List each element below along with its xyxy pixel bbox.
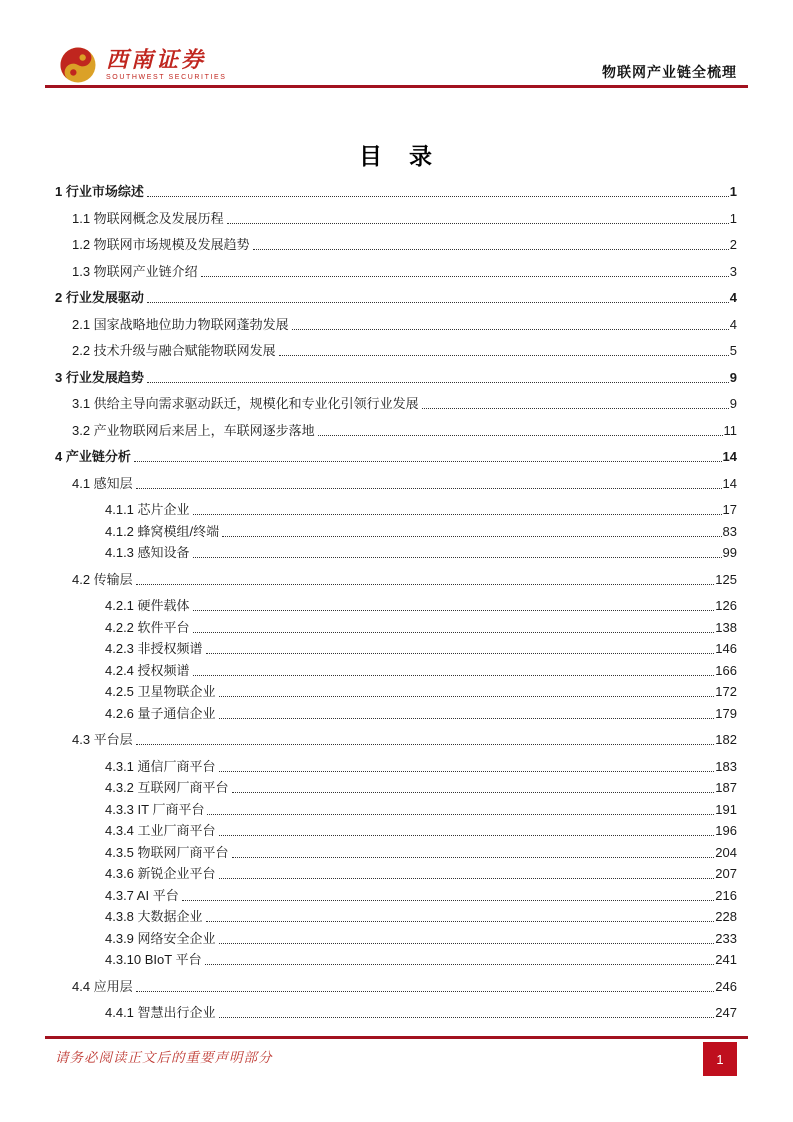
dotted-leader (222, 536, 721, 537)
brand-logo-icon (58, 45, 98, 85)
toc-entry[interactable] (55, 779, 737, 796)
toc-entry-page: 2 (729, 237, 737, 252)
dotted-leader (147, 196, 729, 197)
toc-entry-label: 3.2 产业物联网后来居上，车联网逐步落地 (72, 422, 315, 438)
toc-entry-page: 1 (729, 184, 737, 199)
toc-entry-page: 9 (729, 396, 737, 411)
toc-entry-page: 179 (715, 705, 737, 721)
toc-entry-label: 3 行业发展趋势 (55, 369, 144, 385)
toc-entry[interactable] (55, 289, 737, 306)
toc-entry[interactable] (55, 978, 737, 995)
toc-entry-label: 4.3.8 大数据企业 (105, 909, 203, 924)
toc-entry[interactable] (55, 263, 737, 280)
toc-entry[interactable] (55, 619, 737, 636)
dotted-leader (147, 302, 729, 303)
dotted-leader (219, 878, 715, 879)
toc-entry-label: 4.1 感知层 (72, 475, 133, 491)
dotted-leader (219, 718, 715, 719)
toc-entry[interactable] (55, 683, 737, 700)
toc-entry-page: 5 (729, 343, 737, 358)
toc-entry-label: 1.3 物联网产业链介绍 (72, 263, 198, 279)
toc-entry-page: 14 (722, 449, 737, 464)
toc-entry-label: 4.3.7 AI 平台 (105, 887, 179, 903)
dotted-leader (219, 835, 715, 836)
header-rule (45, 85, 748, 88)
dotted-leader (219, 696, 715, 697)
brand-subtitle: SOUTHWEST SECURITIES (106, 74, 227, 81)
toc-entry-page: 4 (729, 316, 737, 332)
dotted-leader (193, 610, 715, 611)
dotted-leader (219, 943, 715, 944)
toc-entry-label: 4.3.2 互联网厂商平台 (105, 780, 229, 795)
dotted-leader (206, 653, 715, 654)
toc-entry[interactable] (55, 908, 737, 925)
toc-entry-label: 4.3.1 通信厂商平台 (105, 758, 216, 774)
toc-entry-label: 3.1 供给主导向需求驱动跃迁，规模化和专业化引领行业发展 (72, 396, 419, 411)
toc-entry[interactable] (55, 822, 737, 839)
dotted-leader (205, 964, 715, 965)
toc-entry-label: 4.3.5 物联网厂商平台 (105, 844, 229, 860)
page-number-badge: 1 (703, 1042, 737, 1076)
toc-entry[interactable] (55, 662, 737, 679)
toc-entry-label: 1 行业市场综述 (55, 184, 144, 199)
toc-entry-page: 183 (715, 758, 737, 774)
toc-entry[interactable] (55, 930, 737, 947)
toc-entry-label: 4.1.1 芯片企业 (105, 502, 190, 517)
dotted-leader (193, 514, 722, 515)
toc-entry-page: 196 (715, 823, 737, 838)
toc-entry-label: 4.2.2 软件平台 (105, 619, 190, 635)
dotted-leader (227, 223, 729, 224)
toc-entry-page: 187 (715, 780, 737, 795)
toc-entry[interactable] (55, 475, 737, 492)
toc-entry[interactable] (55, 544, 737, 561)
toc-entry-label: 1.2 物联网市场规模及发展趋势 (72, 237, 250, 252)
toc-entry-label: 4.3.9 网络安全企业 (105, 930, 216, 946)
dotted-leader (253, 249, 729, 250)
dotted-leader (292, 329, 729, 330)
toc-entry-page: 191 (715, 801, 737, 817)
report-title: 物联网产业链全梳理 (602, 64, 737, 80)
toc-entry-page: 216 (715, 887, 737, 903)
toc-entry-page: 83 (722, 523, 737, 539)
toc-entry-label: 2 行业发展驱动 (55, 290, 144, 305)
toc-entry-page: 4 (729, 290, 737, 305)
toc-entry[interactable] (55, 951, 737, 968)
toc-entry[interactable] (55, 731, 737, 748)
toc-entry-page: 172 (715, 684, 737, 699)
toc-entry-page: 126 (715, 598, 737, 613)
toc-entry-page: 125 (715, 571, 737, 587)
toc-entry-label: 4.3.10 BIoT 平台 (105, 952, 202, 967)
dotted-leader (206, 921, 715, 922)
toc-entry-label: 4 产业链分析 (55, 449, 131, 464)
toc-entry-page: 1 (729, 210, 737, 226)
toc-entry-page: 207 (715, 866, 737, 881)
toc-entry-page: 241 (715, 952, 737, 967)
dotted-leader (207, 814, 714, 815)
toc-entry[interactable] (55, 342, 737, 359)
toc-entry-label: 4.2.4 授权频谱 (105, 662, 190, 678)
toc-entry[interactable] (55, 801, 737, 818)
toc-entry-label: 4.2 传输层 (72, 571, 133, 587)
toc-entry-page: 9 (729, 369, 737, 385)
toc-entry-label: 4.3.6 新锐企业平台 (105, 866, 216, 881)
toc-entry[interactable] (55, 887, 737, 904)
toc-entry-label: 4.1.3 感知设备 (105, 545, 190, 560)
toc-entry[interactable] (55, 236, 737, 253)
toc-entry[interactable] (55, 523, 737, 540)
toc-entry-page: 14 (722, 475, 737, 491)
toc-entry[interactable] (55, 758, 737, 775)
toc-list (55, 183, 737, 1021)
toc-entry-page: 146 (715, 641, 737, 656)
toc-entry-label: 4.4.1 智慧出行企业 (105, 1005, 216, 1020)
toc-entry-page: 182 (715, 732, 737, 747)
toc-entry-label: 4.3.3 IT 厂商平台 (105, 801, 205, 817)
toc-entry[interactable] (55, 597, 737, 614)
toc-entry-page: 166 (715, 662, 737, 678)
toc-entry-page: 247 (715, 1005, 737, 1020)
footer-disclaimer: 请务必阅读正文后的重要声明部分 (55, 1050, 273, 1065)
toc-entry-label: 1.1 物联网概念及发展历程 (72, 210, 224, 226)
toc-entry-label: 4.1.2 蜂窝模组/终端 (105, 523, 220, 539)
toc-entry-label: 2.1 国家战略地位助力物联网蓬勃发展 (72, 316, 289, 332)
dotted-leader (136, 991, 715, 992)
toc-entry-page: 99 (722, 545, 737, 560)
toc-entry-label: 4.3 平台层 (72, 732, 133, 747)
dotted-leader (279, 355, 729, 356)
dotted-leader (193, 632, 715, 633)
toc-entry-page: 17 (722, 502, 737, 517)
toc-entry-label: 4.2.6 量子通信企业 (105, 705, 216, 721)
toc-entry[interactable] (55, 844, 737, 861)
dotted-leader (219, 771, 715, 772)
toc-entry[interactable] (55, 395, 737, 412)
toc-entry-page: 138 (715, 619, 737, 635)
dotted-leader (182, 900, 715, 901)
toc-entry-page: 228 (715, 909, 737, 924)
toc-entry-label: 4.2.3 非授权频谱 (105, 641, 203, 656)
dotted-leader (136, 488, 722, 489)
dotted-leader (147, 382, 729, 383)
toc-entry[interactable] (55, 1004, 737, 1021)
toc-entry-page: 233 (715, 930, 737, 946)
brand-logo (58, 45, 227, 85)
toc-entry[interactable] (55, 865, 737, 882)
dotted-leader (136, 584, 715, 585)
toc-entry[interactable] (55, 210, 737, 227)
toc-entry-label: 4.3.4 工业厂商平台 (105, 823, 216, 838)
dotted-leader (318, 435, 723, 436)
dotted-leader (219, 1017, 715, 1018)
toc-entry[interactable] (55, 369, 737, 386)
dotted-leader (232, 857, 715, 858)
toc-entry[interactable] (55, 705, 737, 722)
dotted-leader (136, 744, 715, 745)
footer-rule (45, 1036, 748, 1039)
toc-entry-page: 3 (729, 263, 737, 279)
dotted-leader (422, 408, 729, 409)
dotted-leader (193, 557, 722, 558)
toc-entry-page: 11 (723, 422, 737, 438)
toc-entry[interactable] (55, 501, 737, 518)
brand-text-block (106, 45, 227, 81)
dotted-leader (201, 276, 729, 277)
toc-entry-page: 204 (715, 844, 737, 860)
toc-entry[interactable] (55, 183, 737, 200)
toc-entry[interactable] (55, 316, 737, 333)
toc-entry[interactable] (55, 448, 737, 465)
toc-entry-label: 4.2.5 卫星物联企业 (105, 684, 216, 699)
toc-entry-page: 246 (715, 978, 737, 994)
dotted-leader (232, 792, 715, 793)
toc-entry[interactable] (55, 640, 737, 657)
toc-entry-label: 2.2 技术升级与融合赋能物联网发展 (72, 343, 276, 358)
toc-title: 目 录 (359, 143, 434, 169)
toc-entry[interactable] (55, 571, 737, 588)
dotted-leader (193, 675, 715, 676)
toc-entry[interactable] (55, 422, 737, 439)
dotted-leader (134, 461, 722, 462)
toc-entry-label: 4.4 应用层 (72, 978, 133, 994)
toc-entry-label: 4.2.1 硬件载体 (105, 598, 190, 613)
brand-name: 西南证券 (106, 47, 207, 72)
